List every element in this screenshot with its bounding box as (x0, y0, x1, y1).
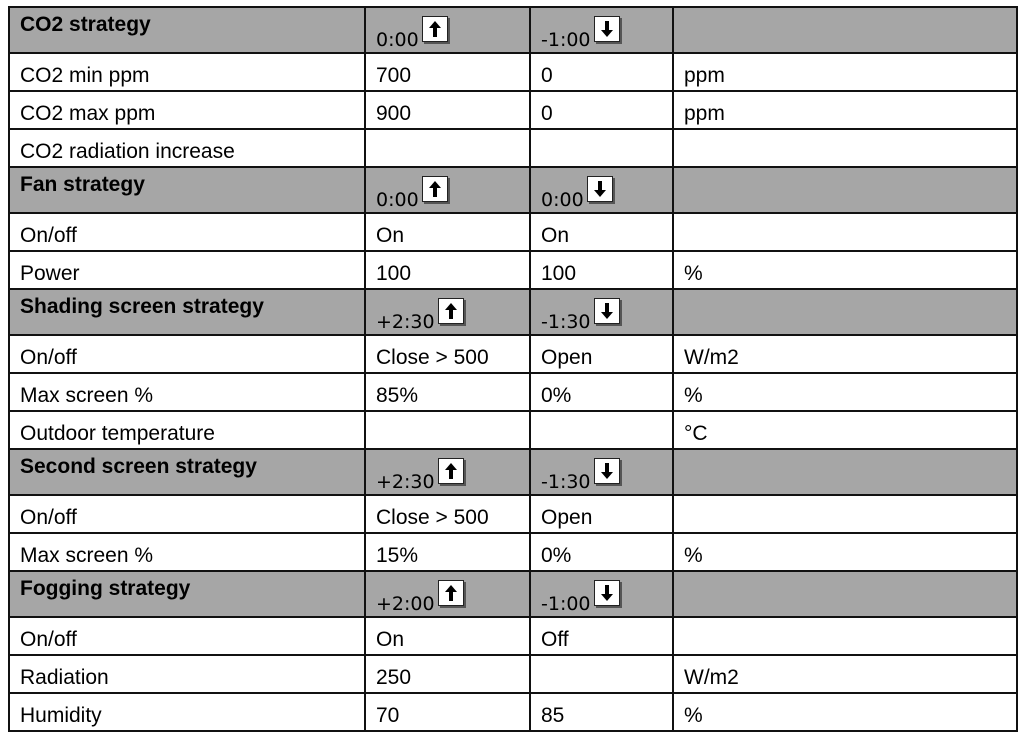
sunset-value (530, 655, 673, 693)
section-fan-strategy (9, 167, 1017, 289)
sunset-offset: -1:00 (541, 593, 591, 615)
section-co2-strategy (9, 7, 1017, 167)
unit-header-cell (673, 449, 1017, 495)
unit-header-cell (673, 167, 1017, 213)
arrow-up-icon (438, 298, 464, 324)
arrow-down-icon (594, 580, 620, 606)
section-shading-screen-strategy (9, 289, 1017, 449)
section-header (9, 289, 1017, 335)
section-second-screen-strategy (9, 449, 1017, 571)
section-title: Shading screen strategy (9, 289, 365, 335)
sunrise-value: 70 (365, 693, 530, 731)
row-label: Radiation (9, 655, 365, 693)
table-row (9, 213, 1017, 251)
unit-value: W/m2 (673, 655, 1017, 693)
sunrise-offset-cell (365, 7, 530, 53)
sunrise-offset: +2:00 (376, 593, 435, 615)
unit-value: °C (673, 411, 1017, 449)
sunset-value: On (530, 213, 673, 251)
unit-value (673, 495, 1017, 533)
sunrise-value: 250 (365, 655, 530, 693)
section-fogging-strategy (9, 571, 1017, 731)
sunrise-offset: 0:00 (376, 189, 419, 211)
table-row (9, 53, 1017, 91)
arrow-up-icon (438, 580, 464, 606)
unit-value: % (673, 251, 1017, 289)
table-row (9, 495, 1017, 533)
table-row (9, 655, 1017, 693)
unit-value (673, 213, 1017, 251)
row-label: On/off (9, 213, 365, 251)
sunrise-value: 15% (365, 533, 530, 571)
sunset-value: 85 (530, 693, 673, 731)
sunrise-value: 900 (365, 91, 530, 129)
sunset-offset-cell (530, 449, 673, 495)
sunrise-value: On (365, 213, 530, 251)
row-label: Max screen % (9, 533, 365, 571)
unit-value: % (673, 533, 1017, 571)
sunset-value: Open (530, 495, 673, 533)
sunset-offset-cell (530, 7, 673, 53)
sunrise-value (365, 129, 530, 167)
sunset-value: 100 (530, 251, 673, 289)
arrow-up-icon (438, 458, 464, 484)
sunrise-value: 700 (365, 53, 530, 91)
unit-value (673, 129, 1017, 167)
sunset-offset: 0:00 (541, 189, 584, 211)
sunrise-offset-cell (365, 289, 530, 335)
table-row (9, 129, 1017, 167)
unit-value: % (673, 693, 1017, 731)
sunset-offset-cell (530, 167, 673, 213)
arrow-down-icon (594, 298, 620, 324)
section-header (9, 449, 1017, 495)
row-label: On/off (9, 617, 365, 655)
unit-header-cell (673, 7, 1017, 53)
sunrise-offset-cell (365, 167, 530, 213)
sunset-value (530, 411, 673, 449)
sunrise-offset: +2:30 (376, 471, 435, 493)
table-row (9, 411, 1017, 449)
strategy-table (8, 6, 1018, 732)
sunset-offset: -1:30 (541, 311, 591, 333)
section-header (9, 167, 1017, 213)
sunset-value: 0 (530, 91, 673, 129)
sunset-offset: -1:30 (541, 471, 591, 493)
table-row (9, 533, 1017, 571)
row-label: CO2 radiation increase (9, 129, 365, 167)
table-row (9, 693, 1017, 731)
row-label: Max screen % (9, 373, 365, 411)
sunset-offset-cell (530, 289, 673, 335)
section-header (9, 571, 1017, 617)
arrow-down-icon (594, 458, 620, 484)
section-title: Second screen strategy (9, 449, 365, 495)
section-title: Fogging strategy (9, 571, 365, 617)
sunrise-value: On (365, 617, 530, 655)
unit-value: ppm (673, 91, 1017, 129)
section-title: Fan strategy (9, 167, 365, 213)
arrow-down-icon (587, 176, 613, 202)
unit-value: % (673, 373, 1017, 411)
sunset-value: Off (530, 617, 673, 655)
unit-header-cell (673, 571, 1017, 617)
row-label: On/off (9, 335, 365, 373)
sunset-value: Open (530, 335, 673, 373)
section-header (9, 7, 1017, 53)
sunset-value: 0% (530, 373, 673, 411)
sunrise-offset-cell (365, 571, 530, 617)
sunrise-offset-cell (365, 449, 530, 495)
sunrise-offset: +2:30 (376, 311, 435, 333)
arrow-up-icon (422, 16, 448, 42)
sunset-offset: -1:00 (541, 29, 591, 51)
sunrise-value: Close > 500 (365, 495, 530, 533)
row-label: CO2 min ppm (9, 53, 365, 91)
row-label: Humidity (9, 693, 365, 731)
table-row (9, 617, 1017, 655)
sunset-offset-cell (530, 571, 673, 617)
sunset-value: 0% (530, 533, 673, 571)
sunrise-value: 100 (365, 251, 530, 289)
table-row (9, 251, 1017, 289)
unit-header-cell (673, 289, 1017, 335)
sunrise-offset: 0:00 (376, 29, 419, 51)
row-label: CO2 max ppm (9, 91, 365, 129)
sunrise-value: 85% (365, 373, 530, 411)
table-row (9, 91, 1017, 129)
table-row (9, 335, 1017, 373)
row-label: Power (9, 251, 365, 289)
unit-value: ppm (673, 53, 1017, 91)
arrow-up-icon (422, 176, 448, 202)
row-label: On/off (9, 495, 365, 533)
section-title: CO2 strategy (9, 7, 365, 53)
table-row (9, 373, 1017, 411)
sunrise-value: Close > 500 (365, 335, 530, 373)
sunset-value (530, 129, 673, 167)
row-label: Outdoor temperature (9, 411, 365, 449)
sunset-value: 0 (530, 53, 673, 91)
unit-value (673, 617, 1017, 655)
arrow-down-icon (594, 16, 620, 42)
unit-value: W/m2 (673, 335, 1017, 373)
sunrise-value (365, 411, 530, 449)
